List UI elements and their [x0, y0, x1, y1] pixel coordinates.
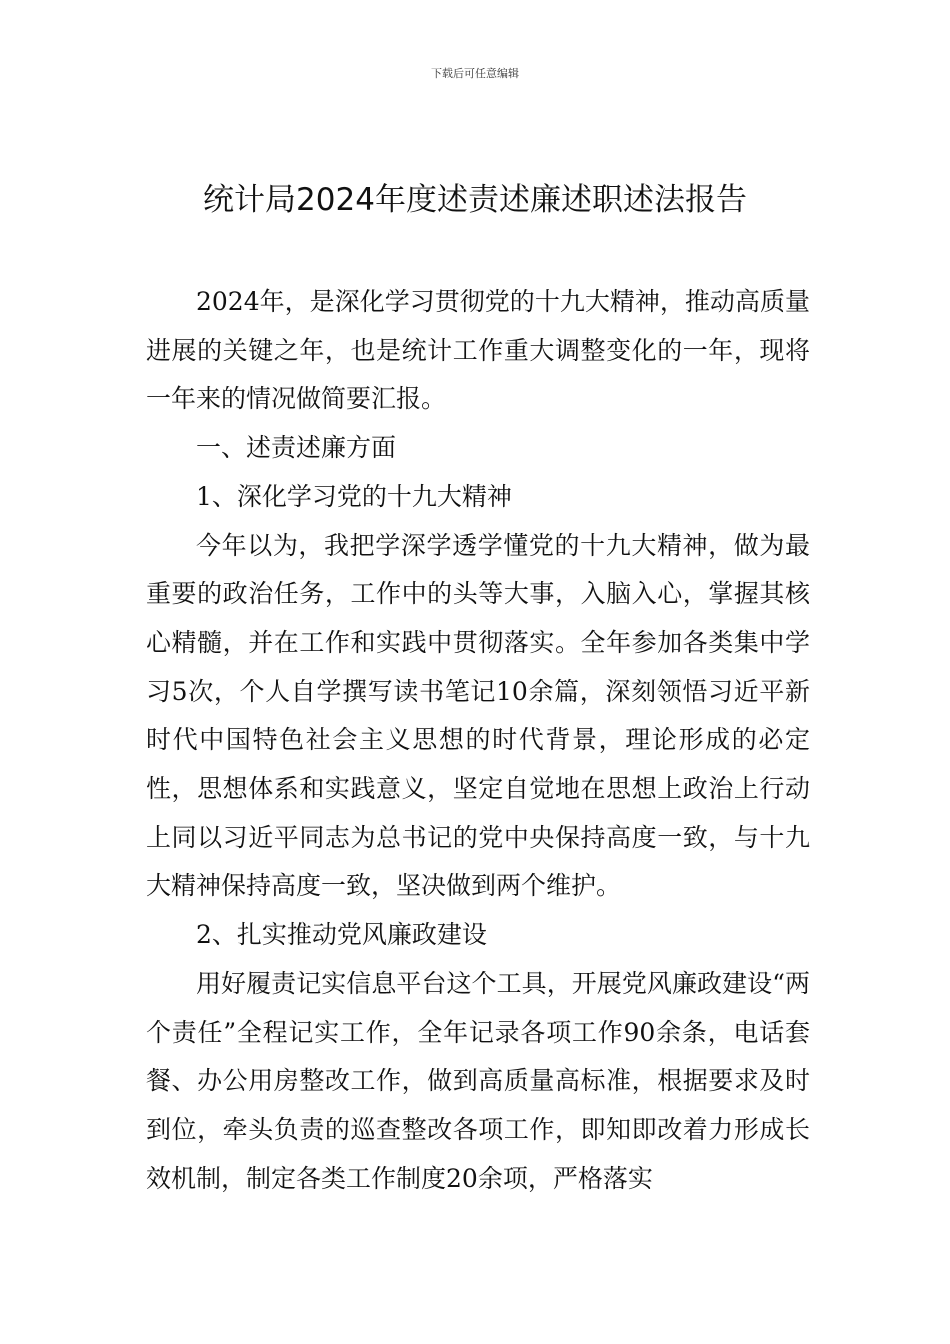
section-heading: 一、述责述廉方面: [196, 433, 397, 463]
intro-paragraph: 2024年，是深化学习贯彻党的十九大精神，推动高质量进展的关键之年，也是统计工作重大调整变化的一年，现将一年来的情况做简要汇报。: [146, 287, 810, 414]
subsection-heading: 2、扎实推动党风廉政建设: [196, 920, 487, 950]
body-paragraph: 用好履责记实信息平台这个工具，开展党风廉政建设“两个责任”全程记实工作，全年记录各项工作90余条，电话套餐、办公用房整改工作，做到高质量高标准，根据要求及时到位，牵头负责的巡查整改各项工作，即知即改着力形成长效机制，制定各类工作制度20余项，严格落实: [146, 968, 810, 1193]
header-note: 下载后可任意编辑: [431, 67, 519, 80]
subsection-heading: 1、深化学习党的十九大精神: [196, 481, 512, 511]
body-paragraph: 今年以为，我把学深学透学懂党的十九大精神，做为最重要的政治任务，工作中的头等大事，入脑入心，掌握其核心精髓，并在工作和实践中贯彻落实。全年参加各类集中学习5次，个人自学撰写读书笔记10余篇，深刻领悟习近平新时代中国特色社会主义思想的时代背景，理论形成的必定性，思想体系和实践意义，坚定自觉地在思想上政治上行动上同以习近平同志为总书记的党中央保持高度一致，与十九大精神保持高度一致，坚决做到两个维护。: [146, 530, 810, 901]
document-body: [146, 278, 810, 1203]
document-title: 统计局2024年度述责述廉述职述法报告: [203, 182, 747, 218]
